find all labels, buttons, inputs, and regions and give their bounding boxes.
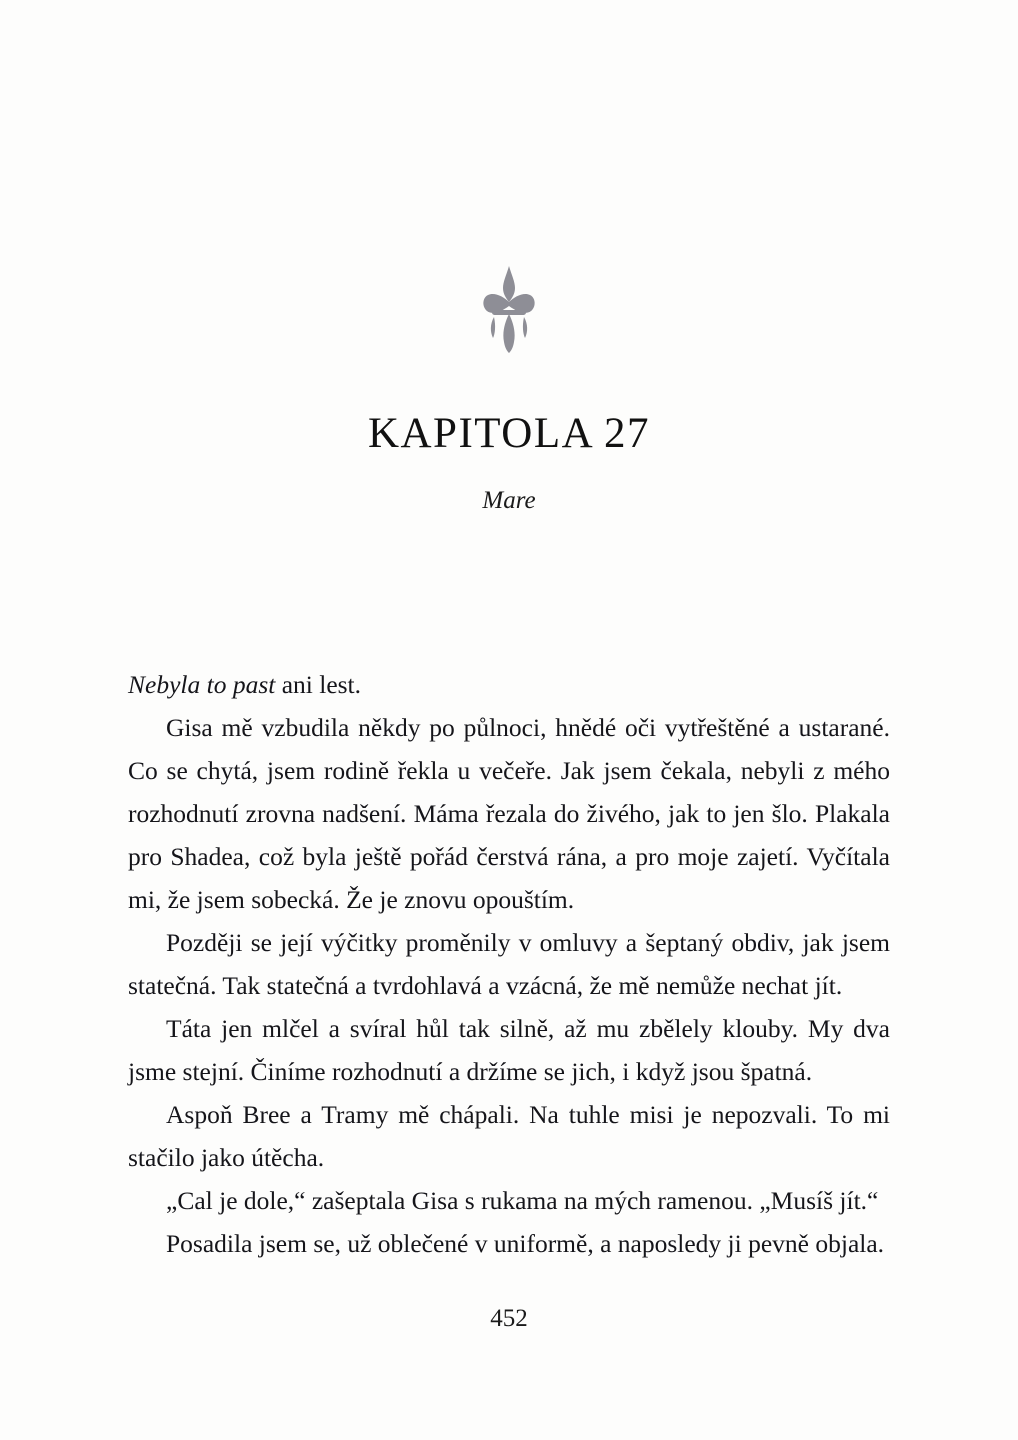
page-number: 452 <box>490 1305 528 1332</box>
chapter-body <box>128 663 890 1265</box>
paragraph-6: „Cal je dole,“ zašeptala Gisa s rukama na mých ramenou. „Musíš jít.“ <box>166 1185 879 1215</box>
paragraph-2: Gisa mě vzbudila někdy po půlnoci, hnědé oči vytřeštěné a ustarané. Co se chytá, jsem rodině řekla u večeře. Jak jsem čekala, nebyli z mého rozhodnutí zrovna nadšení. Máma řezala do živého, jak to jen šlo. Plakala pro Shadea, což byla ještě pořád čerstvá rána, a pro moje zajetí. Vyčítala mi, že jsem sobecká. Že je znovu opouštím. <box>128 712 890 914</box>
paragraph-lead-in: Nebyla to past <box>128 669 276 699</box>
paragraph-7: Posadila jsem se, už oblečené v uniformě, a naposledy ji pevně objala. <box>166 1228 885 1258</box>
paragraph-3: Později se její výčitky proměnily v omluvy a šeptaný obdiv, jak jsem statečná. Tak statečná a tvrdohlavá a vzácná, že mě nemůže nechat jít. <box>128 927 890 1000</box>
paragraph-5: Aspoň Bree a Tramy mě chápali. Na tuhle misi je nepozvali. To mi stačilo jako útěcha. <box>128 1099 890 1172</box>
chapter-subtitle: Mare <box>482 486 536 514</box>
chapter-title: KAPITOLA 27 <box>367 410 651 457</box>
paragraph-1-rest: ani lest. <box>275 669 362 699</box>
fleur-de-lis-ornament <box>128 262 890 365</box>
paragraph-4: Táta jen mlčel a svíral hůl tak silně, až mu zbělely klouby. My dva jsme stejní. Činíme rozhodnutí a držíme se jich, i když jsou špatná. <box>128 1013 890 1086</box>
page-content <box>128 0 890 1440</box>
paragraph-1 <box>128 663 890 706</box>
